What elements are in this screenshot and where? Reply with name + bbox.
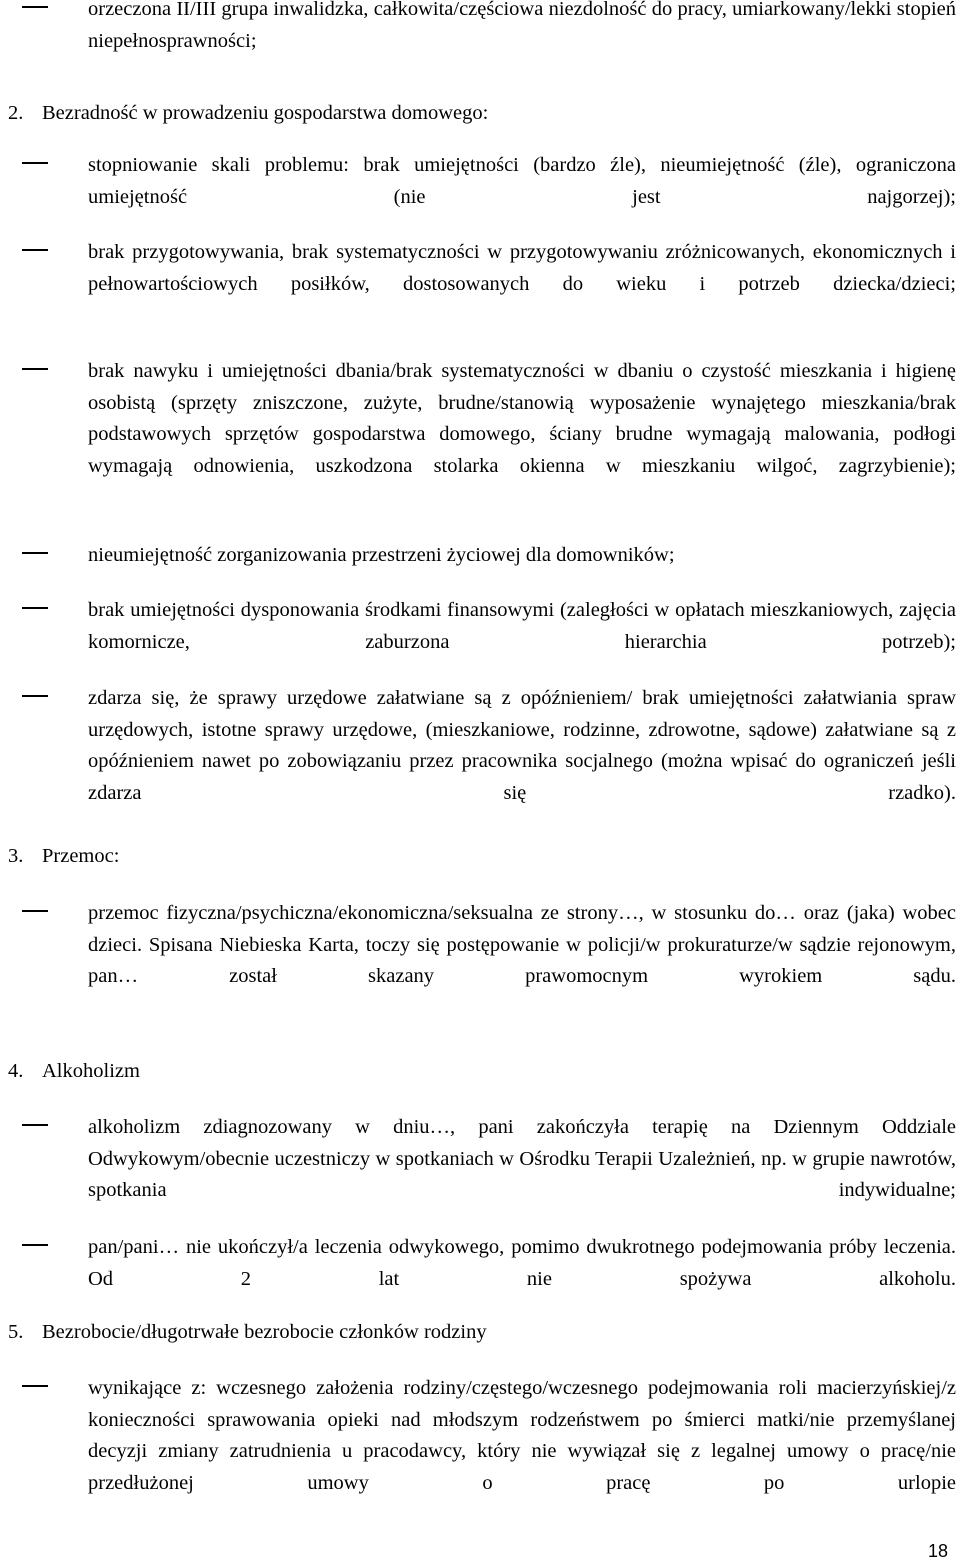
- section-heading-5: [8, 1317, 948, 1349]
- bullet-item: [22, 356, 956, 514]
- section-title: Przemoc:: [42, 845, 120, 867]
- bullet-item: [22, 1232, 956, 1327]
- bullet-text: brak umiejętności dysponowania środkami finansowymi (zaległości w opłatach mieszkaniowych, zajęcia komornicze, zaburzona hierarchia potrzeb);: [88, 599, 956, 653]
- bullet-item: [22, 540, 956, 572]
- bullet-text: przemoc fizyczna/psychiczna/ekonomiczna/seksualna ze strony…, w stosunku do… oraz (jaka) wobec dzieci. Spisana Niebieska Karta, toczy się postępowanie w policji/w prokuraturze/w sądzie rejonowym, pan… został skazany prawomocnym wyrokiem sądu.: [88, 902, 956, 987]
- dash-bullet: [22, 6, 48, 8]
- page-number: 18: [927, 1541, 948, 1561]
- bullet-text: wynikające z: wczesnego założenia rodziny/częstego/wczesnego podejmowania roli macierzyńskiej/z konieczności sprawowania opieki nad młodszym rodzeństwem po śmierci matki/nie przemyślanej decyzji zmiany zatrudnienia u pracodawcy, który nie wywiązał się z legalnej umowy o pracę/nie przedłużonej umowy o pracę po urlopie: [88, 1377, 956, 1494]
- bullet-item: [22, 1373, 956, 1531]
- section-number: 3.: [8, 845, 24, 867]
- dash-bullet: [22, 1385, 48, 1387]
- section-heading-4: [8, 1056, 948, 1088]
- dash-bullet: [22, 910, 48, 912]
- section-number: 5.: [8, 1321, 24, 1343]
- section-number: 4.: [8, 1060, 24, 1082]
- section-title: Alkoholizm: [42, 1060, 140, 1082]
- bullet-item: [22, 898, 956, 1024]
- dash-bullet: [22, 552, 48, 554]
- bullet-text: stopniowanie skali problemu: brak umiejętności (bardzo źle), nieumiejętność (źle), ograniczona umiejętność (nie jest najgorzej);: [88, 154, 956, 208]
- bullet-text: brak nawyku i umiejętności dbania/brak systematyczności w dbaniu o czystość mieszkania i higienę osobistą (sprzęty zniszczone, zużyte, brudne/stanowią wyposażenie wynajętego mieszkania/brak podstawowych sprzętów gospodarstwa domowego, ściany brudne wymagają malowania, podłogi wymagają odnowienia, uszkodzona stolarka okienna w mieszkaniu wilgoć, zagrzybienie);: [88, 360, 956, 477]
- bullet-text: brak przygotowywania, brak systematyczności w przygotowywaniu zróżnicowanych, ekonomicznych i pełnowartościowych posiłków, dostosowanych do wieku i potrzeb dziecka/dzieci;: [88, 241, 956, 295]
- bullet-text: alkoholizm zdiagnozowany w dniu…, pani zakończyła terapię na Dziennym Oddziale Odwykowym/obecnie uczestniczy w spotkaniach w Ośrodku Terapii Uzależnień, np. w grupie nawrotów, spotkania indywidualne;: [88, 1116, 956, 1201]
- dash-bullet: [22, 162, 48, 164]
- bullet-item: [22, 0, 956, 89]
- dash-bullet: [22, 607, 48, 609]
- section-title: Bezrobocie/długotrwałe bezrobocie członków rodziny: [42, 1321, 487, 1343]
- bullet-text: pan/pani… nie ukończył/a leczenia odwykowego, pomimo dwukrotnego podejmowania próby leczenia. Od 2 lat nie spożywa alkoholu.: [88, 1236, 956, 1290]
- dash-bullet: [22, 1124, 48, 1126]
- section-heading-3: [8, 841, 948, 873]
- bullet-item: [22, 150, 956, 245]
- dash-bullet: [22, 1244, 48, 1246]
- bullet-item: [22, 683, 956, 841]
- bullet-text: nieumiejętność zorganizowania przestrzeni życiowej dla domowników;: [88, 544, 675, 566]
- bullet-text: zdarza się, że sprawy urzędowe załatwiane są z opóźnieniem/ brak umiejętności załatwiania spraw urzędowych, istotne sprawy urzędowe, (mieszkaniowe, rodzinne, zdrowotne, sądowe) załatwiane są z opóźnieniem nawet po zobowiązaniu przez pracownika socjalnego (można wpisać do ograniczeń jeśli zdarza się rzadko).: [88, 687, 956, 804]
- section-number: 2.: [8, 102, 24, 124]
- bullet-item: [22, 237, 956, 332]
- bullet-item: [22, 1112, 956, 1238]
- section-title: Bezradność w prowadzeniu gospodarstwa domowego:: [42, 102, 489, 124]
- section-heading-2: [8, 98, 948, 130]
- dash-bullet: [22, 368, 48, 370]
- bullet-text: orzeczona II/III grupa inwalidzka, całkowita/częściowa niezdolność do pracy, umiarkowany/lekki stopień niepełnosprawności;: [88, 0, 956, 52]
- dash-bullet: [22, 249, 48, 251]
- dash-bullet: [22, 695, 48, 697]
- bullet-item: [22, 595, 956, 690]
